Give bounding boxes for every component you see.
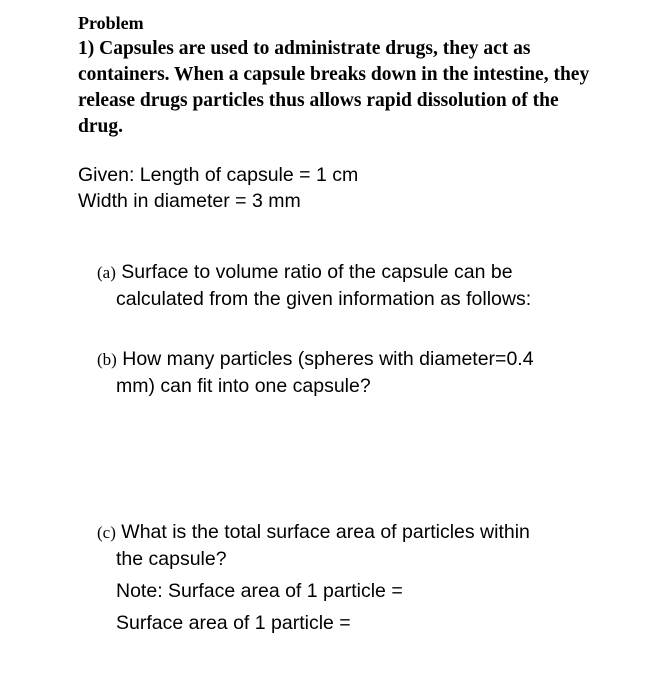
question-a bbox=[97, 259, 531, 312]
question-c-marker: (c) bbox=[97, 523, 116, 542]
question-b-line2: mm) can fit into one capsule? bbox=[116, 375, 371, 397]
question-c-line1: What is the total surface area of particles within bbox=[115, 521, 530, 543]
question-b-marker: (b) bbox=[97, 350, 117, 369]
problem-heading: Problem bbox=[78, 13, 144, 33]
question-a-line1: Surface to volume ratio of the capsule can be bbox=[115, 261, 513, 283]
question-a-marker: (a) bbox=[97, 263, 116, 282]
question-b bbox=[97, 346, 534, 399]
question-a-line2: calculated from the given information as follows: bbox=[116, 288, 532, 310]
question-c-line2: the capsule? bbox=[116, 548, 227, 570]
given-length: Given: Length of capsule = 1 cm bbox=[78, 164, 359, 186]
given-width: Width in diameter = 3 mm bbox=[78, 190, 301, 212]
question-c-surface-area: Surface area of 1 particle = bbox=[116, 612, 351, 634]
question-c-note: Note: Surface area of 1 particle = bbox=[116, 580, 403, 602]
question-c bbox=[97, 519, 530, 572]
question-b-line1: How many particles (spheres with diameter=0.4 bbox=[116, 348, 534, 370]
problem-statement: 1) Capsules are used to administrate drugs, they act as containers. When a capsule breaks down in the intestine, they release drugs particles thus allows rapid dissolution of the drug. bbox=[78, 38, 590, 137]
